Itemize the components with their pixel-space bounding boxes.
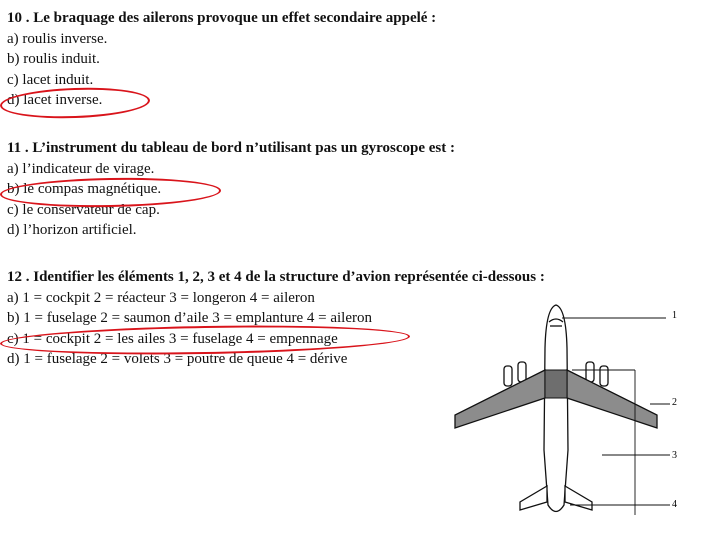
question-12-option-b: b) 1 = fuselage 2 = saumon d’aile 3 = emplanture 4 = aileron [7, 310, 372, 326]
wing-center-section [545, 370, 567, 398]
airplane-outline [504, 305, 608, 512]
diagram-label-4: 4 [672, 499, 677, 510]
question-11-title: 11 . L’instrument du tableau de bord n’utilisant pas un gyroscope est : [7, 140, 455, 156]
question-10-option-d: d) lacet inverse. [7, 92, 103, 108]
question-12-title: 12 . Identifier les éléments 1, 2, 3 et 4 de la structure d’avion représentée ci-dessous : [7, 269, 545, 285]
airplane-diagram [450, 300, 690, 530]
question-10-option-c: c) lacet induit. [7, 71, 94, 88]
question-10-option-b: b) roulis induit. [7, 51, 100, 67]
question-12-option-a: a) 1 = cockpit 2 = réacteur 3 = longeron 4 = aileron [7, 289, 315, 306]
diagram-label-1: 1 [672, 310, 677, 321]
diagram-label-3: 3 [672, 450, 677, 461]
right-wing [567, 370, 657, 428]
question-11-option-d: d) l’horizon artificiel. [7, 222, 137, 238]
left-wing [455, 370, 545, 428]
question-10-title: 10 . Le braquage des ailerons provoque un effet secondaire appelé : [7, 10, 437, 26]
question-10-option-a: a) roulis inverse. [7, 30, 108, 47]
diagram-label-2: 2 [672, 397, 677, 408]
question-11-option-b: b) le compas magnétique. [7, 181, 162, 197]
question-12-option-d: d) 1 = fuselage 2 = volets 3 = poutre de queue 4 = dérive [7, 351, 348, 367]
question-12-option-c: c) 1 = cockpit 2 = les ailes 3 = fuselage 4 = empennage [7, 330, 338, 347]
question-11-option-a: a) l’indicateur de virage. [7, 160, 155, 177]
question-11-option-c: c) le conservateur de cap. [7, 201, 160, 218]
